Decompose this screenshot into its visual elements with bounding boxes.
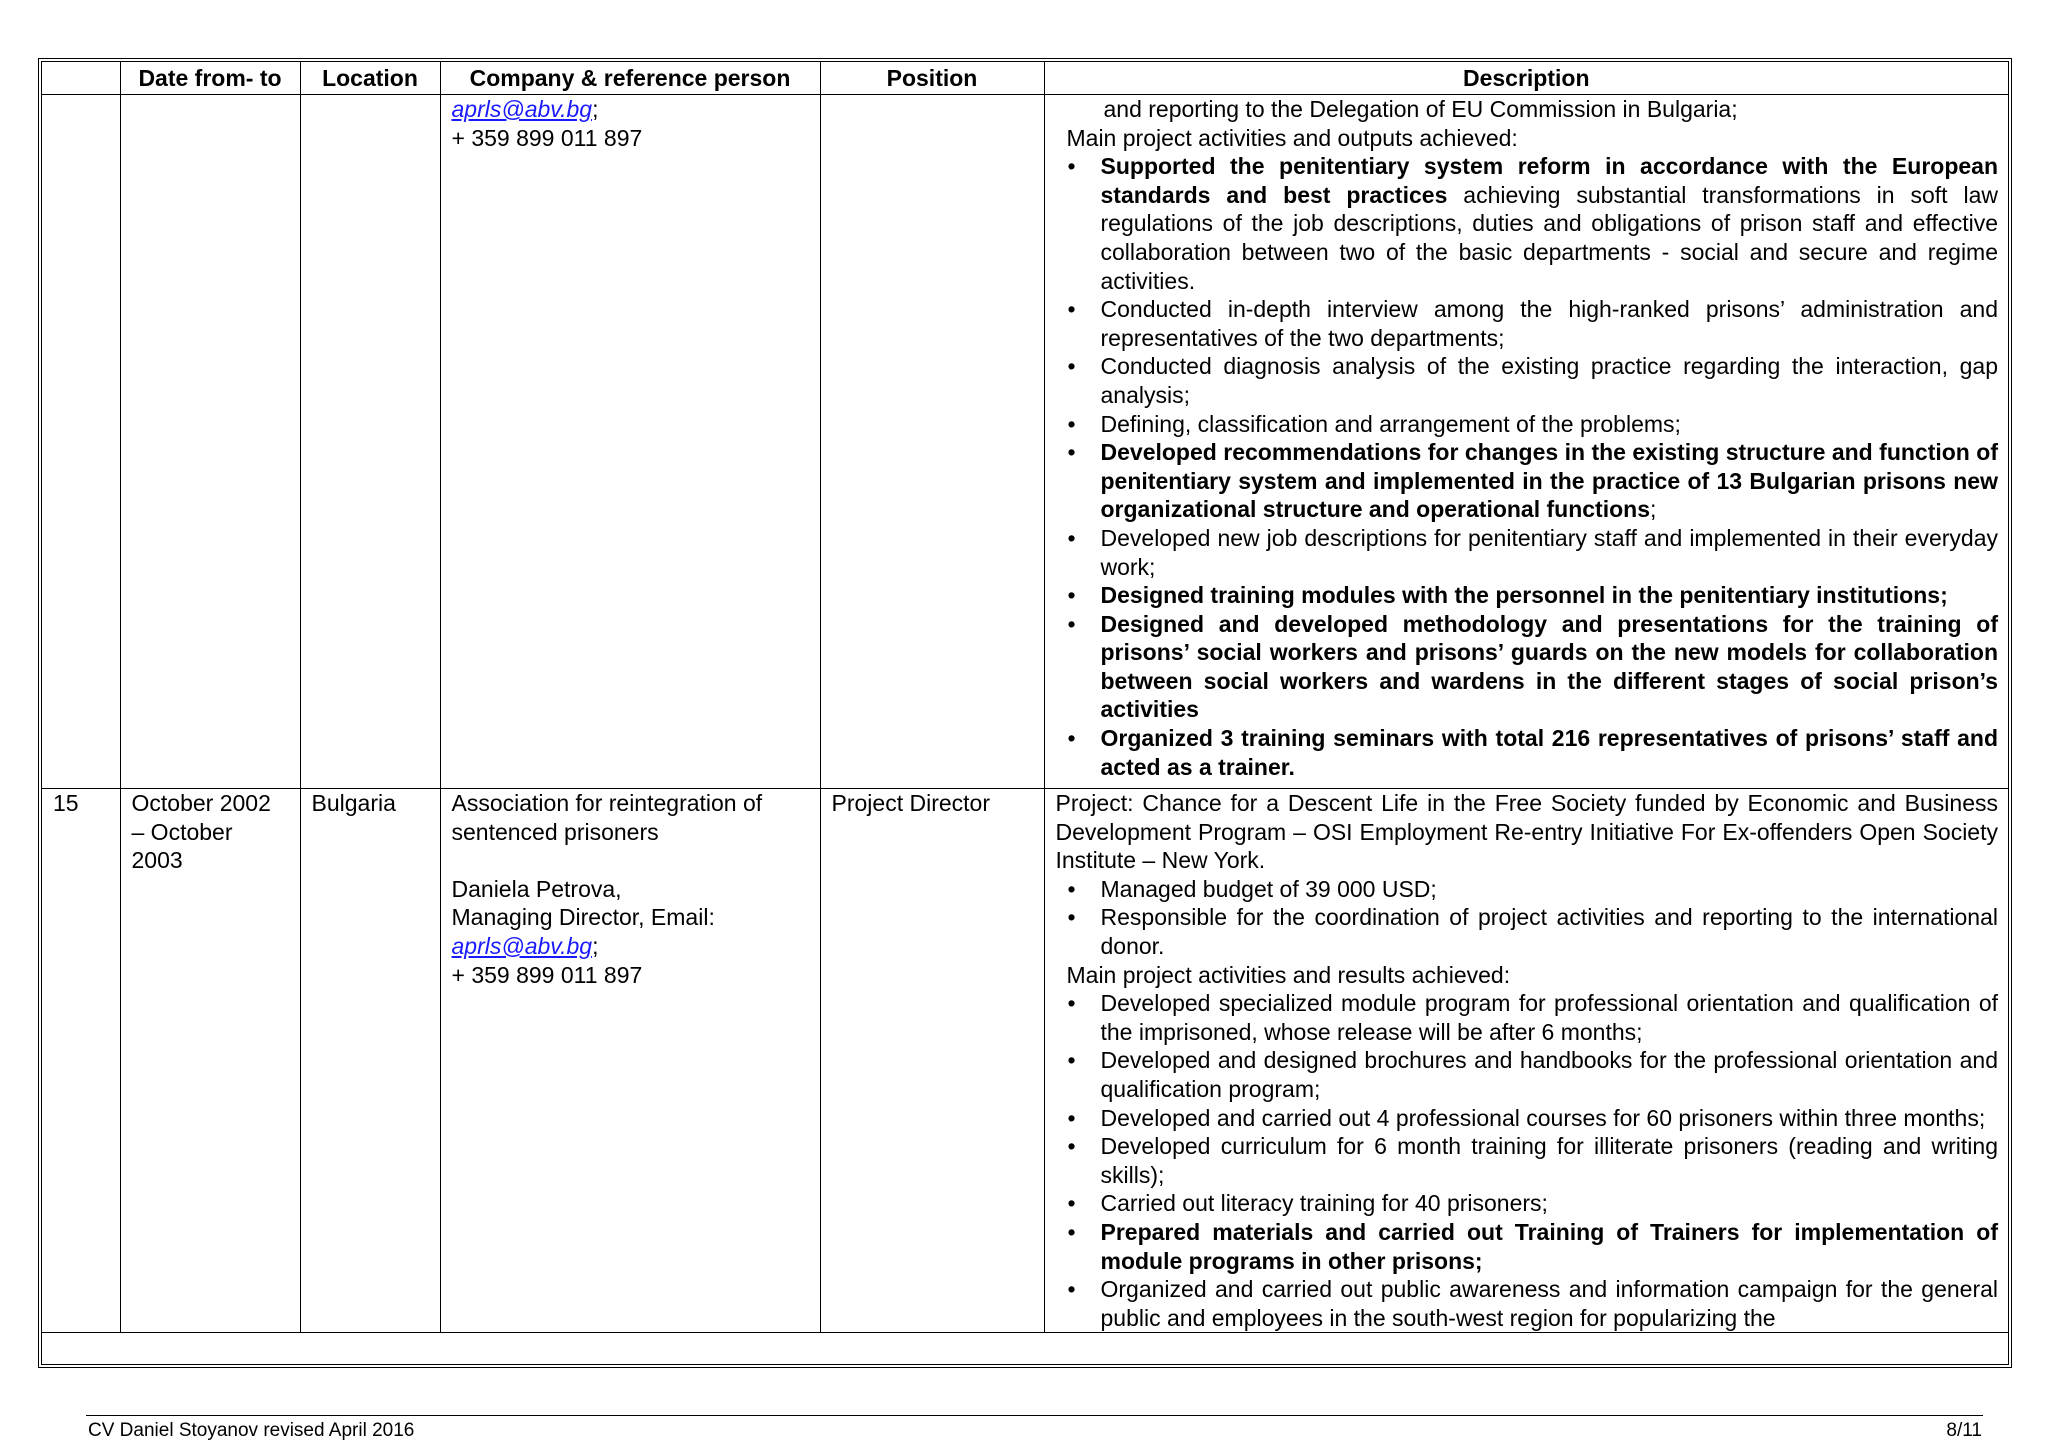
bullet-icon: • bbox=[1067, 1047, 1076, 1074]
list-item: • Conducted in-depth interview among the high-ranked prisons’ administration and representatives of the two departments; bbox=[1067, 296, 1998, 351]
bullet-icon: • bbox=[1067, 1190, 1076, 1217]
header-date: Date from- to bbox=[120, 62, 300, 95]
company-name: Association for reintegration of sentenced prisoners bbox=[451, 790, 763, 845]
bullet-icon: • bbox=[1067, 296, 1076, 323]
list-item: • Organized 3 training seminars with total 216 representatives of prisons’ staff and acted as a trainer. bbox=[1067, 725, 1998, 780]
reference-person: Daniela Petrova, bbox=[451, 875, 622, 902]
email-suffix: ; bbox=[592, 932, 599, 959]
list-item: • Developed and carried out 4 professional courses for 60 prisoners within three months; bbox=[1067, 1104, 1986, 1131]
list-item: • Developed new job descriptions for penitentiary staff and implemented in their everyday work; bbox=[1067, 524, 1998, 580]
bullet-icon: • bbox=[1067, 1104, 1076, 1131]
bullet-icon: • bbox=[1067, 875, 1076, 902]
bullet-icon: • bbox=[1067, 410, 1076, 437]
row-position: Project Director bbox=[820, 789, 1044, 1333]
phone-number: + 359 899 011 897 bbox=[451, 961, 643, 988]
email-link[interactable]: aprls@abv.bg bbox=[451, 932, 593, 959]
cv-experience-table bbox=[38, 58, 2012, 1368]
list-item: • Developed recommendations for changes in the existing structure and function of penitentiary system and implemented in the practice of 13 Bulgarian prisons new organizational structure and operational functions; bbox=[1067, 439, 1998, 523]
main-activities-heading: Main project activities and results achieved: bbox=[1066, 961, 1511, 988]
header-company: Company & reference person bbox=[440, 62, 820, 95]
bullet-icon: • bbox=[1067, 725, 1076, 752]
footer-document-title: CV Daniel Stoyanov revised April 2016 bbox=[88, 1420, 415, 1441]
table-row bbox=[42, 789, 2008, 1333]
row-location bbox=[300, 95, 440, 789]
bullet-icon: • bbox=[1067, 524, 1076, 551]
description-continuation: and reporting to the Delegation of EU Commission in Bulgaria; bbox=[1103, 96, 1738, 122]
row-company bbox=[440, 95, 820, 789]
table-header-row bbox=[42, 62, 2008, 95]
reference-role: Managing Director, Email: bbox=[451, 904, 715, 931]
header-location: Location bbox=[300, 62, 440, 95]
row-number bbox=[42, 95, 120, 789]
row-number: 15 bbox=[42, 789, 120, 1333]
row-description bbox=[1044, 95, 2008, 789]
row-description bbox=[1044, 789, 2008, 1333]
list-item: • Supported the penitentiary system reform in accordance with the European standards and best practices achieving substantial transformations in soft law regulations of the job descriptions, duties and obligations of prison staff and effective collaboration between two of the basic departments - social and secure and regime activities. bbox=[1067, 153, 1998, 294]
list-item: • Prepared materials and carried out Training of Trainers for implementation of module programs in other prisons; bbox=[1067, 1218, 1998, 1274]
main-activities-heading: Main project activities and outputs achieved: bbox=[1066, 124, 1518, 151]
activities-list bbox=[1056, 152, 1999, 781]
phone-number: + 359 899 011 897 bbox=[451, 124, 643, 151]
bullet-icon: • bbox=[1067, 1218, 1076, 1245]
footer-page-number: 8/11 bbox=[1946, 1420, 1982, 1441]
row-location: Bulgaria bbox=[300, 789, 440, 1333]
list-item: • Conducted diagnosis analysis of the existing practice regarding the interaction, gap analysis; bbox=[1067, 353, 1998, 408]
row-date: October 2002 – October 2003 bbox=[120, 789, 300, 1333]
table-row bbox=[42, 95, 2008, 789]
bullet-icon: • bbox=[1067, 904, 1076, 931]
bullet-icon: • bbox=[1067, 610, 1076, 637]
bullet-icon: • bbox=[1067, 990, 1076, 1017]
header-position: Position bbox=[820, 62, 1044, 95]
project-responsibilities-list bbox=[1056, 875, 1999, 961]
list-item: • Managed budget of 39 000 USD; bbox=[1067, 875, 1437, 902]
list-item: • Developed and designed brochures and handbooks for the professional orientation and qualification program; bbox=[1067, 1047, 1998, 1102]
list-item: • Developed specialized module program for professional orientation and qualification of the imprisoned, whose release will be after 6 months; bbox=[1067, 990, 1998, 1045]
activities-list bbox=[1056, 989, 1999, 1332]
project-title: Project: Chance for a Descent Life in the Free Society funded by Economic and Business Development Program – OSI Employment Re-entry Initiative For Ex-offenders Open Society Institute – New York. bbox=[1055, 790, 1998, 874]
header-description: Description bbox=[1044, 62, 2008, 95]
row-date bbox=[120, 95, 300, 789]
bullet-icon: • bbox=[1067, 353, 1076, 380]
bullet-icon: • bbox=[1067, 153, 1076, 180]
list-item: • Organized and carried out public awareness and information campaign for the general public and employees in the south-west region for popularizing the bbox=[1067, 1276, 1998, 1331]
email-link[interactable]: aprls@abv.bg bbox=[451, 96, 593, 122]
list-item: • Defining, classification and arrangement of the problems; bbox=[1067, 410, 1681, 437]
bullet-icon: • bbox=[1067, 582, 1076, 609]
bullet-icon: • bbox=[1067, 1276, 1076, 1303]
bullet-icon: • bbox=[1067, 1133, 1076, 1160]
list-item: • Developed curriculum for 6 month training for illiterate prisoners (reading and writing skills); bbox=[1067, 1133, 1998, 1188]
row-position bbox=[820, 95, 1044, 789]
list-item: • Designed training modules with the personnel in the penitentiary institutions; bbox=[1067, 582, 1948, 609]
footer-divider bbox=[86, 1415, 1983, 1416]
header-number bbox=[42, 62, 120, 95]
email-suffix: ; bbox=[592, 96, 599, 122]
list-item: • Designed and developed methodology and presentations for the training of prisons’ social workers and prisons’ guards on the new models for collaboration between social workers and wardens in the different stages of social prison’s activities bbox=[1067, 610, 1998, 723]
list-item: • Carried out literacy training for 40 prisoners; bbox=[1067, 1190, 1548, 1217]
list-item: • Responsible for the coordination of project activities and reporting to the international donor. bbox=[1067, 904, 1998, 959]
row-company bbox=[440, 789, 820, 1333]
bullet-icon: • bbox=[1067, 439, 1076, 466]
